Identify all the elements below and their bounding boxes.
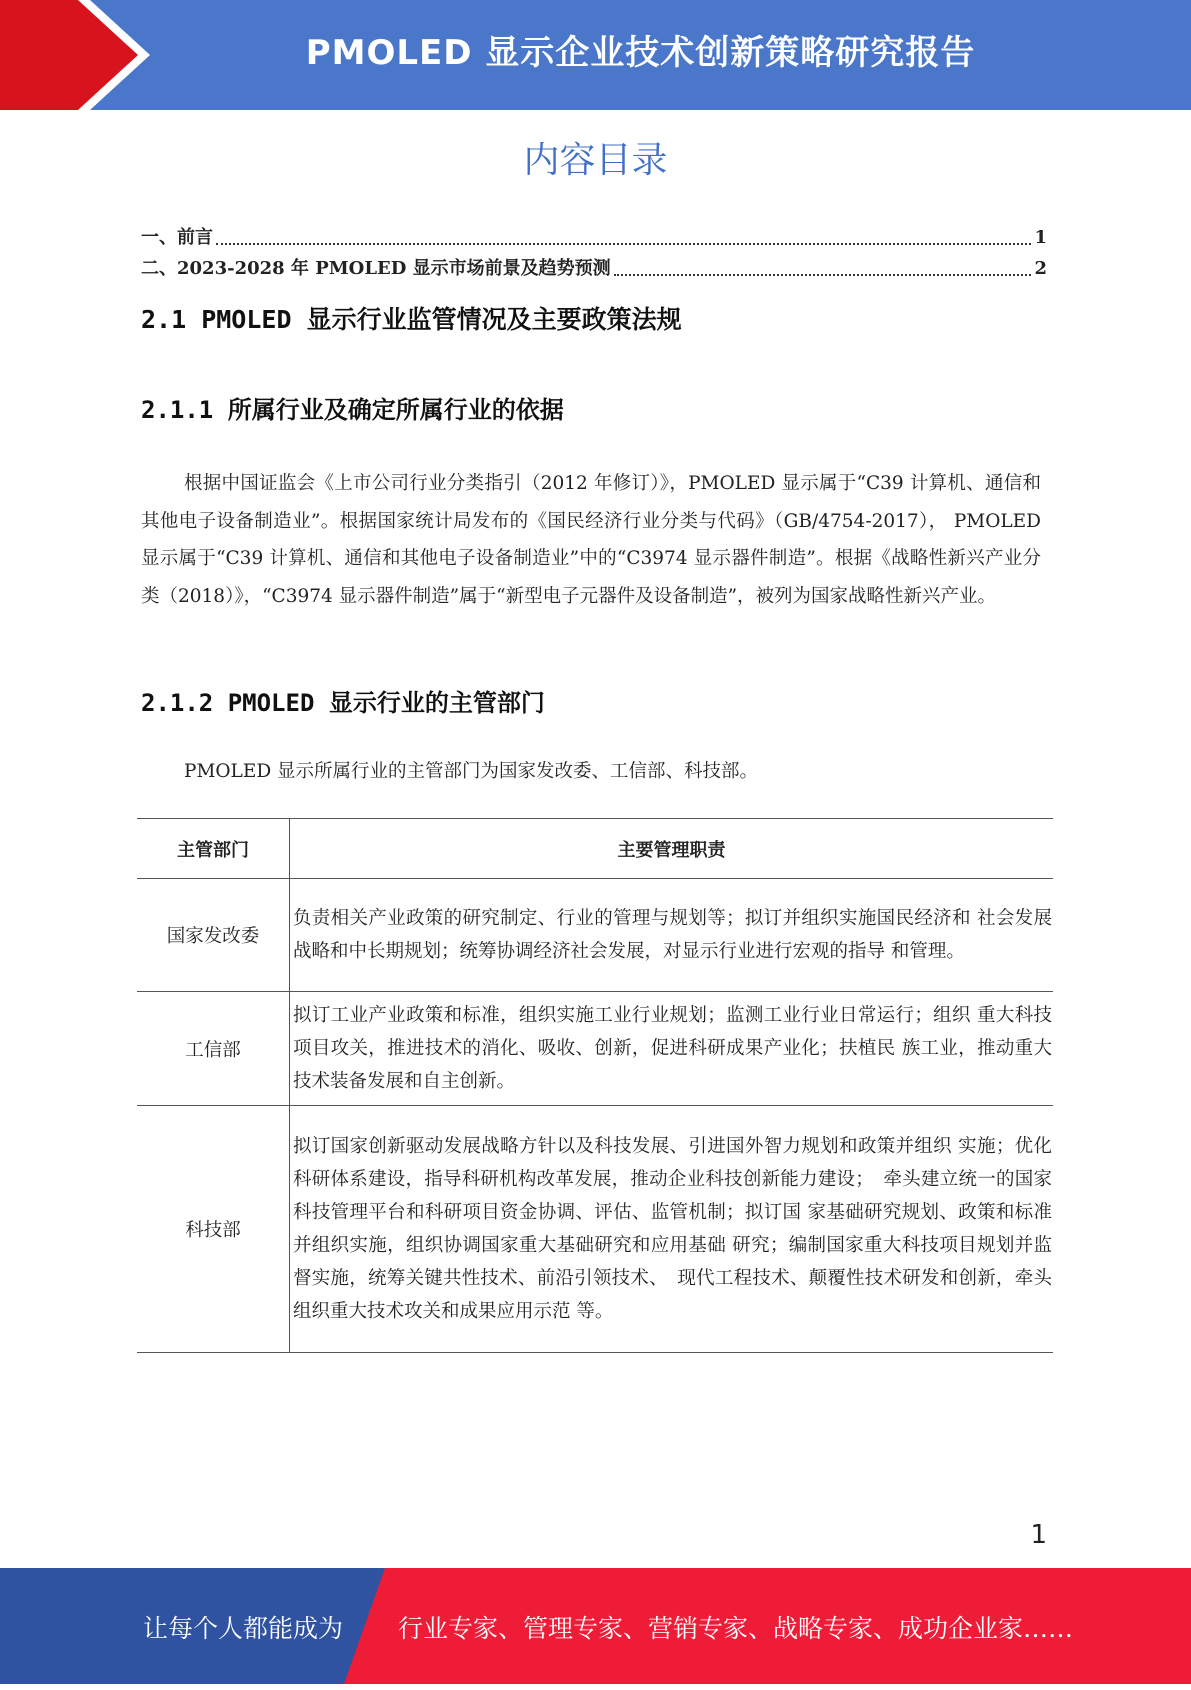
table-row [137, 1106, 1053, 1353]
toc-entry-label: 二、2023-2028 年 PMOLED 显示市场前景及趋势预测 [141, 258, 611, 279]
table-header-department: 主管部门 [137, 819, 290, 879]
table-header-duties: 主要管理职责 [290, 819, 1054, 879]
toc-leader-dots [614, 274, 1032, 276]
header-banner [0, 0, 1191, 110]
section-heading-2-1-1: 2.1.1 所属行业及确定所属行业的依据 [141, 396, 564, 424]
section-heading-2-1-2: 2.1.2 PMOLED 显示行业的主管部门 [141, 689, 545, 717]
table-of-contents [141, 222, 1047, 284]
section-heading-2-1: 2.1 PMOLED 显示行业监管情况及主要政策法规 [141, 305, 682, 334]
duties-cell: 拟订国家创新驱动发展战略方针以及科技发展、引进国外智力规划和政策并组织 实施；优化科研体系建设，指导科研机构改革发展，推动企业科技创新能力建设； 牵头建立统一的国家科技管理平台和科研项目资金协调、评估、监管机制；拟订国 家基础研究规划、政策和标准并组织实施，组织协调国家重大基础研究和应用基础 研究；编制国家重大科技项目规划并监督实施，统筹关键共性技术、前沿引领技术、 现代工程技术、颠覆性技术研发和创新，牵头组织重大技术攻关和成果应用示范 等。 [290, 1106, 1054, 1353]
section-2-1-1-body: 根据中国证监会《上市公司行业分类指引（2012 年修订）》，PMOLED 显示属于“C39 计算机、通信和其他电子设备制造业”。根据国家统计局发布的《国民经济行业分类与代码》（GB/4754-2017）， PMOLED 显示属于“C39 计算机、通信和其他电子设备制造业”中的“C3974 显示器件制造”。根据《战略性新兴产业分类（2018）》，“C3974 显示器件制造”属于“新型电子元器件及设备制造”，被列为国家战略性新兴产业。 [141, 473, 1041, 607]
toc-leader-dots [216, 243, 1031, 245]
report-title: PMOLED 显示企业技术创新策略研究报告 [305, 33, 976, 73]
department-cell: 工信部 [137, 992, 290, 1106]
footer-slogan-left: 让每个人都能成为 [143, 1614, 344, 1643]
section-2-1-2-body: PMOLED 显示所属行业的主管部门为国家发改委、工信部、科技部。 [184, 761, 759, 782]
toc-entry-page: 1 [1034, 227, 1047, 248]
page-number: 1 [1030, 1520, 1047, 1550]
table-header-row [137, 819, 1053, 879]
departments-table [137, 818, 1053, 1353]
footer-slogan-right: 行业专家、管理专家、营销专家、战略专家、成功企业家…… [398, 1614, 1074, 1643]
toc-entry[interactable] [141, 222, 1047, 253]
red-chevron-icon [0, 0, 160, 110]
department-cell: 国家发改委 [137, 879, 290, 992]
toc-entry[interactable] [141, 253, 1047, 284]
department-cell: 科技部 [137, 1106, 290, 1353]
duties-cell: 负责相关产业政策的研究制定、行业的管理与规划等；拟订并组织实施国民经济和 社会发展战略和中长期规划；统筹协调经济社会发展，对显示行业进行宏观的指导 和管理。 [290, 879, 1054, 992]
toc-entry-page: 2 [1034, 258, 1047, 279]
table-row [137, 992, 1053, 1106]
toc-entry-label: 一、前言 [141, 227, 213, 248]
table-row [137, 879, 1053, 992]
duties-cell: 拟订工业产业政策和标准，组织实施工业行业规划；监测工业行业日常运行；组织 重大科技项目攻关，推进技术的消化、吸收、创新，促进科研成果产业化；扶植民 族工业，推动重大技术装备发展和自主创新。 [290, 992, 1054, 1106]
toc-heading: 内容目录 [523, 140, 668, 181]
footer-banner [0, 1568, 1191, 1684]
